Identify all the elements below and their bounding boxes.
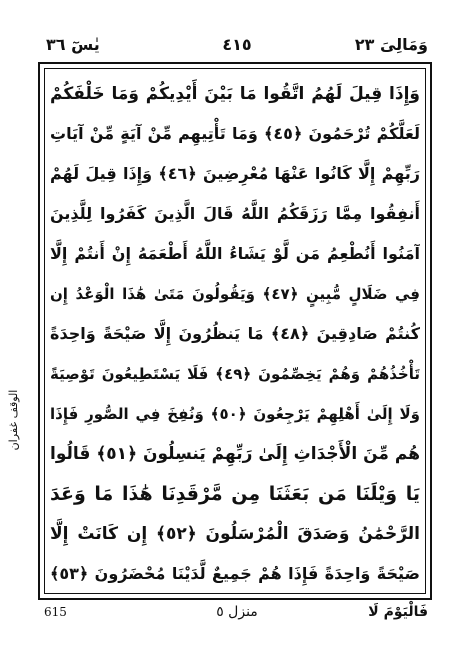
text-line-12: الرَّحْمَٰنُ وَصَدَقَ الْمُرْسَلُونَ ﴿٥٢﴾ إِن كَانَتْ إِلَّا bbox=[50, 524, 420, 544]
page-header bbox=[40, 33, 434, 57]
text-line-11: يَا وَيْلَنَا مَن بَعَثَنَا مِن مَّرْقَدِنَا هَٰذَا مَا وَعَدَ bbox=[50, 483, 420, 505]
surah-name: يٰسٓ ٣٦ bbox=[46, 35, 100, 54]
manzil-label: منزل ٥ bbox=[216, 604, 258, 620]
text-line-7: كُنتُمْ صَادِقِينَ ﴿٤٨﴾ مَا يَنظُرُونَ إِلَّا صَيْحَةً وَاحِدَةً bbox=[50, 324, 420, 343]
juz-name: وَمَالِیَ ٢٣ bbox=[354, 35, 428, 54]
text-line-4: أَنفِقُوا مِمَّا رَزَقَكُمُ اللَّهُ قَالَ الَّذِينَ كَفَرُوا لِلَّذِينَ bbox=[50, 204, 420, 223]
text-line-2: لَعَلَّكُمْ تُرْحَمُونَ ﴿٤٥﴾ وَمَا تَأْتِيهِم مِّنْ آيَةٍ مِّنْ آيَاتِ bbox=[50, 124, 420, 143]
text-line-9: وَلَا إِلَىٰ أَهْلِهِمْ يَرْجِعُونَ ﴿٥٠﴾ وَنُفِخَ فِي الصُّورِ فَإِذَا bbox=[50, 405, 420, 423]
text-line-8: تَأْخُذُهُمْ وَهُمْ يَخِصِّمُونَ ﴿٤٩﴾ فَلَا يَسْتَطِيعُونَ تَوْصِيَةً bbox=[50, 365, 420, 383]
margin-note: الوقف غفران bbox=[7, 389, 20, 451]
catchword: فَالْيَوْمَ لَا bbox=[368, 604, 428, 620]
text-line-1: وَإِذَا قِيلَ لَهُمُ اتَّقُوا مَا بَيْنَ أَيْدِيكُمْ وَمَا خَلْفَكُمْ bbox=[50, 84, 420, 104]
page-number-arabic: ٤١٥ bbox=[222, 35, 252, 54]
text-line-5: آمَنُوا أَنُطْعِمُ مَن لَّوْ يَشَاءُ اللَّهُ أَطْعَمَهُ إِنْ أَنتُمْ إِلَّا bbox=[50, 244, 420, 263]
text-line-3: رَبِّهِمْ إِلَّا كَانُوا عَنْهَا مُعْرِضِينَ ﴿٤٦﴾ وَإِذَا قِيلَ لَهُمْ bbox=[50, 164, 420, 183]
text-line-10: هُم مِّنَ الْأَجْدَاثِ إِلَىٰ رَبِّهِمْ يَنسِلُونَ ﴿٥١﴾ قَالُوا bbox=[50, 444, 420, 464]
text-line-6: فِي ضَلَالٍ مُّبِينٍ ﴿٤٧﴾ وَيَقُولُونَ مَتَىٰ هَٰذَا الْوَعْدُ إِن bbox=[50, 285, 420, 303]
page-footer bbox=[40, 602, 434, 622]
text-line-13: صَيْحَةً وَاحِدَةً فَإِذَا هُمْ جَمِيعٌ لَّدَيْنَا مُحْضَرُونَ ﴿٥٣﴾ bbox=[50, 564, 420, 583]
page-number: 615 bbox=[44, 605, 67, 619]
